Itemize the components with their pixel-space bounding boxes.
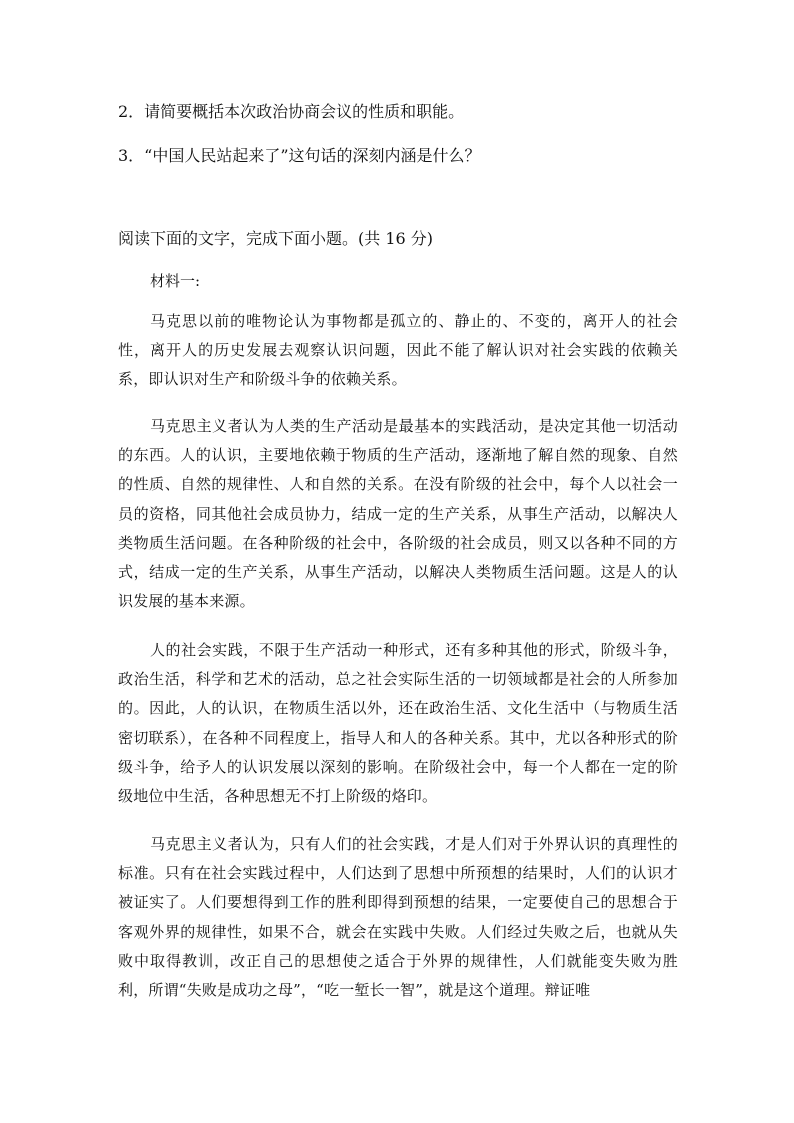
paragraph-1: 马克思以前的唯物论认为事物都是孤立的、静止的、不变的，离开人的社会性，离开人的历史发展去观察认识问题，因此不能了解认识对社会实践的依赖关系，即认识对生产和阶级斗争的依赖关系。: [118, 312, 678, 389]
reading-section-heading: 阅读下面的文字，完成下面小题。(共 16 分): [118, 229, 434, 248]
material-one-label: 材料一:: [150, 272, 201, 290]
question-2: 2．请简要概括本次政治协商会议的性质和职能。: [118, 102, 465, 121]
paragraph-2: 马克思主义者认为人类的生产活动是最基本的实践活动，是决定其他一切活动的东西。人的认识，主要地依赖于物质的生产活动，逐渐地了解自然的现象、自然的性质、自然的规律性、人和自然的关系。在没有阶级的社会中，每个人以社会一员的资格，同其他社会成员协力，结成一定的生产关系，从事生产活动，以解决人类物质生活问题。在各种阶级的社会中，各阶级的社会成员，则又以各种不同的方式，结成一定的生产关系，从事生产活动，以解决人类物质生活问题。这是人的认识发展的基本来源。: [118, 417, 678, 611]
question-3: 3．“中国人民站起来了”这句话的深刻内涵是什么？: [118, 146, 481, 165]
paragraph-4: 马克思主义者认为，只有人们的社会实践，才是人们对于外界认识的真理性的标准。只有在社会实践过程中，人们达到了思想中所预想的结果时，人们的认识才被证实了。人们要想得到工作的胜利即得到预想的结果，一定要使自己的思想合于客观外界的规律性，如果不合，就会在实践中失败。人们经过失败之后，也就从失败中取得教训，改正自己的思想使之适合于外界的规律性，人们就能变失败为胜利，所谓“失败是成功之母”，“吃一堑长一智”，就是这个道理。辩证唯: [118, 835, 678, 1000]
paragraph-3: 人的社会实践，不限于生产活动一种形式，还有多种其他的形式，阶级斗争，政治生活，科学和艺术的活动，总之社会实际生活的一切领域都是社会的人所参加的。因此，人的认识，在物质生活以外，还在政治生活、文化生活中（与物质生活密切联系），在各种不同程度上，指导人和人的各种关系。其中，尤以各种形式的阶级斗争，给予人的认识发展以深刻的影响。在阶级社会中，每一个人都在一定的阶级地位中生活，各种思想无不打上阶级的烙印。: [118, 641, 678, 806]
